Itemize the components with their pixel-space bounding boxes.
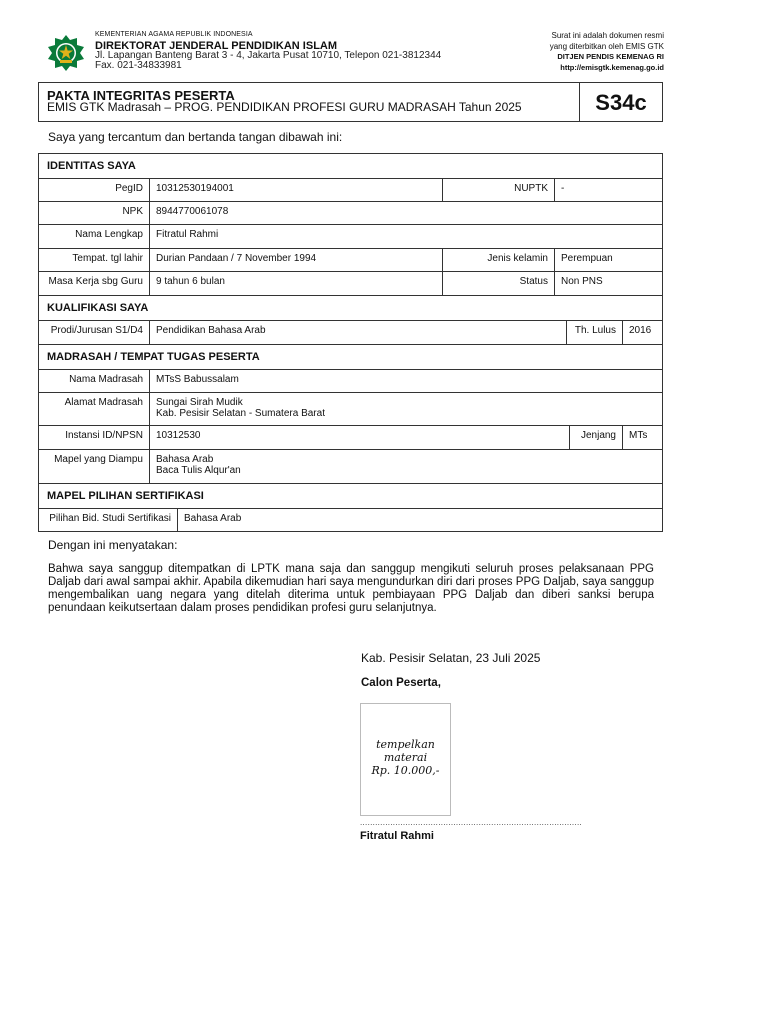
ministry-name: KEMENTERIAN AGAMA REPUBLIK INDONESIA xyxy=(95,31,253,38)
document-title-box xyxy=(38,82,663,122)
nama-madrasah-value: MTsS Babussalam xyxy=(156,374,239,385)
document-subtitle: EMIS GTK Madrasah – PROG. PENDIDIKAN PROFESI GURU MADRASAH Tahun 2025 xyxy=(47,100,522,114)
row-masa-kerja xyxy=(39,272,662,296)
stamp-duty-box xyxy=(360,703,451,816)
alamat-line-1: Sungai Sirah Mudik xyxy=(156,397,243,408)
letterhead xyxy=(46,30,664,74)
npsn-label: Instansi ID/NPSN xyxy=(65,430,143,441)
notice-line-3: DITJEN PENDIS KEMENAG RI xyxy=(557,52,664,61)
notice-url: http://emisgtk.kemenag.go.id xyxy=(560,62,664,72)
alamat-line-2: Kab. Pesisir Selatan - Sumatera Barat xyxy=(156,408,325,419)
status-value: Non PNS xyxy=(561,276,603,287)
ttl-label: Tempat. tgl lahir xyxy=(72,253,143,264)
nuptk-label: NUPTK xyxy=(514,183,548,194)
row-ttl xyxy=(39,249,662,272)
npk-value: 8944770061078 xyxy=(156,206,229,217)
pegid-label: PegID xyxy=(115,183,143,194)
row-nama-madrasah xyxy=(39,370,662,393)
form-code-box xyxy=(579,83,662,121)
section-madrasah: MADRASAH / TEMPAT TUGAS PESERTA xyxy=(39,345,662,370)
row-mapel xyxy=(39,450,662,484)
address-line: Jl. Lapangan Banteng Barat 3 - 4, Jakarta Pusat 10710, Telepon 021-3812344 xyxy=(95,50,442,61)
nuptk-value: - xyxy=(561,183,565,194)
row-pilihan-sertifikasi xyxy=(39,509,662,531)
ttl-value: Durian Pandaan / 7 November 1994 xyxy=(156,253,317,264)
document-title: PAKTA INTEGRITAS PESERTA xyxy=(47,88,235,103)
status-label: Status xyxy=(519,276,548,287)
row-prodi xyxy=(39,321,662,345)
notice-line-1: Surat ini adalah dokumen resmi xyxy=(551,31,664,40)
stamp-line-3: Rp. 10.000,- xyxy=(371,764,440,777)
npsn-value: 10312530 xyxy=(156,430,201,441)
signature-line: ........................................................................................ xyxy=(360,818,582,827)
masa-kerja-value: 9 tahun 6 bulan xyxy=(156,276,225,287)
prodi-label: Prodi/Jurusan S1/D4 xyxy=(50,325,143,336)
jenis-kelamin-value: Perempuan xyxy=(561,253,613,264)
row-nama xyxy=(39,225,662,249)
ministry-logo-icon xyxy=(46,34,86,72)
stamp-duty-text xyxy=(361,738,450,777)
nama-label: Nama Lengkap xyxy=(75,229,143,240)
jenis-kelamin-label: Jenis kelamin xyxy=(487,253,548,264)
nama-madrasah-label: Nama Madrasah xyxy=(69,374,143,385)
official-notice xyxy=(550,31,664,73)
pegid-value: 10312530194001 xyxy=(156,183,234,194)
fax-line: Fax. 021-34833981 xyxy=(95,60,182,71)
mapel-label: Mapel yang Diampu xyxy=(54,454,143,465)
jenjang-value: MTs xyxy=(629,430,648,441)
section-identitas: IDENTITAS SAYA xyxy=(39,154,662,179)
mapel-line-2: Baca Tulis Alqur'an xyxy=(156,465,241,476)
office-address xyxy=(95,51,441,71)
intro-text: Saya yang tercantum dan bertanda tangan dibawah ini: xyxy=(48,130,343,144)
section-sertifikasi: MAPEL PILIHAN SERTIFIKASI xyxy=(39,484,662,509)
row-pegid xyxy=(39,179,662,202)
signer-role: Calon Peserta, xyxy=(361,677,441,689)
declaration-title: Dengan ini menyatakan: xyxy=(48,538,178,552)
section-kualifikasi: KUALIFIKASI SAYA xyxy=(39,296,662,321)
mapel-line-1: Bahasa Arab xyxy=(156,454,214,465)
pilihan-sertifikasi-label: Pilihan Bid. Studi Sertifikasi xyxy=(49,513,171,524)
stamp-line-2: materai xyxy=(383,751,428,764)
nama-value: Fitratul Rahmi xyxy=(156,229,219,240)
npk-label: NPK xyxy=(122,206,143,217)
pilihan-sertifikasi-value: Bahasa Arab xyxy=(184,513,242,524)
stamp-line-1: tempelkan xyxy=(376,738,435,751)
signer-name: Fitratul Rahmi xyxy=(360,830,434,842)
alamat-madrasah-label: Alamat Madrasah xyxy=(64,397,143,408)
tahun-lulus-value: 2016 xyxy=(629,325,652,336)
tahun-lulus-label: Th. Lulus xyxy=(574,325,616,336)
notice-line-2: yang diterbitkan oleh EMIS GTK xyxy=(549,41,664,51)
prodi-value: Pendidikan Bahasa Arab xyxy=(156,325,266,336)
directorate-name: DIREKTORAT JENDERAL PENDIDIKAN ISLAM xyxy=(95,40,338,52)
participant-table xyxy=(38,153,663,532)
declaration-body: Bahwa saya sanggup ditempatkan di LPTK mana saja dan sanggup mengikuti seluruh proses pelaksanaan PPG Daljab dari awal sampai akhir. Apabila dikemudian hari saya mengundurkan diri dari proses PPG Daljab, saya sanggup mengembalikan uang negara yang ditelah diterima untuk pembiayaan PPG Daljab dan diberi sanksi berupa penundaan keikutsertaan dalam proses pendidikan profesi guru selanjutnya. xyxy=(48,563,654,614)
masa-kerja-label: Masa Kerja sbg Guru xyxy=(48,276,143,287)
row-npk xyxy=(39,202,662,225)
row-npsn xyxy=(39,426,662,450)
jenjang-label: Jenjang xyxy=(580,430,616,441)
place-date: Kab. Pesisir Selatan, 23 Juli 2025 xyxy=(361,651,541,665)
row-alamat-madrasah xyxy=(39,393,662,426)
form-code: S34c xyxy=(595,90,647,115)
